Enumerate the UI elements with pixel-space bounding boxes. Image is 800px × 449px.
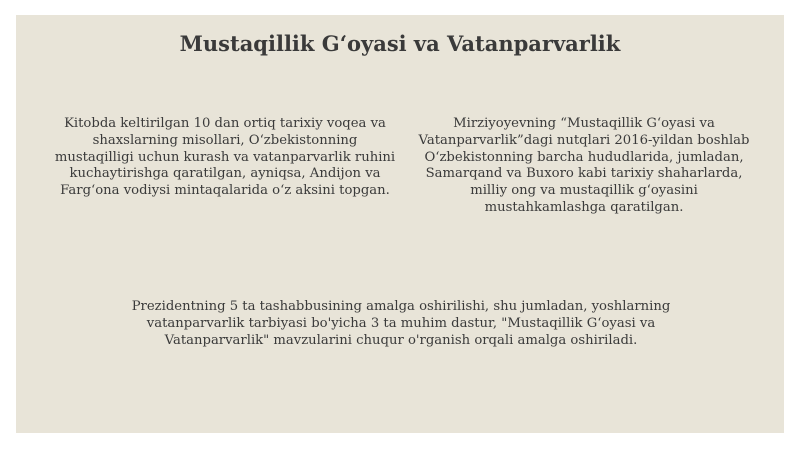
paragraph-left: Kitobda keltirilgan 10 dan ortiq tarixiy voqea va shaxslarning misollari, O‘zbekistonning mustaqilligi uchun kurash va vatanparvarlik ruhini kuchaytirishga qaratilgan, ayniqsa, Andijon va Farg‘ona vodiysi mintaqalarida o‘z aksini topgan. [54, 116, 396, 199]
paragraph-bottom: Prezidentning 5 ta tashabbusining amalga oshirilishi, shu jumladan, yoshlarning vatanparvarlik tarbiyasi bo'yicha 3 ta muhim dastur, "Mustaqillik G‘oyasi va Vatanparvarlik" mavzularini chuqur o'rganish orqali amalga oshiriladi. [131, 299, 671, 348]
paragraph-right: Mirziyoyevning “Mustaqillik G‘oyasi va Vatanparvarlik”dagi nutqlari 2016-yildan boshlab O‘zbekistonning barcha hududlarida, jumladan, Samarqand va Buxoro kabi tarixiy shaharlarda, milliy ong va mustaqillik g‘oyasini mustahkamlashga qaratilgan. [418, 116, 750, 215]
slide-title: Mustaqillik G‘oyasi va Vatanparvarlik [179, 31, 621, 56]
slide [16, 15, 784, 433]
